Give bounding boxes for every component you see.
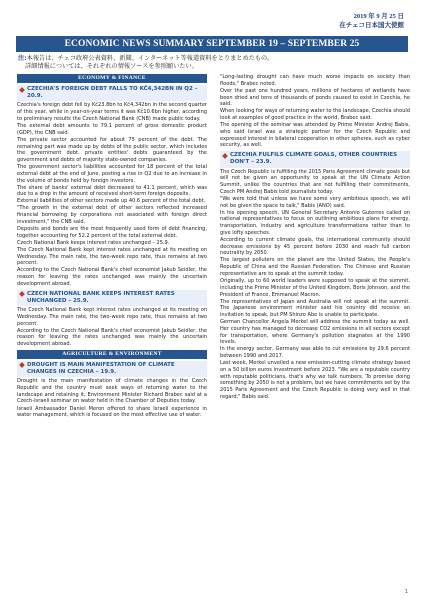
paragraph: According to the Czech National Bank's chief economist Jakub Seidler, the reason for leaving the rates unchanged was mainly the uncertain development abroad. [17,267,207,287]
notice-line-1: 本報告は、チェコ政府公表資料、新聞、インターネット等報道資料をとりまとめたもの。 [26,55,274,62]
section-header-economy: ECONOMY & FINANCE [17,74,207,83]
paragraph: The Czech Republic is fulfilling the 2015 Paris Agreement climate goals but will not be given an opportunity to speak at the UN Climate Action Summit, unlike the countries that are not fulfilling their commitments, Czech PM Andrej Babis told journalists today. [220,168,410,195]
diamond-bullet-icon [222,152,230,159]
organization-name: 在チェコ日本国大使館 [339,22,404,29]
paragraph: When looking for ways of returning water to the landscape, Czechia should look at examples of good practice in the world, Brabec said. [220,108,410,122]
diamond-bullet-icon [19,291,27,298]
paragraph: The share of banks' external debt decreased to 41.1 percent, which was due to a drop in the amount of received short-term foreign deposits. [17,184,207,198]
header-block [339,12,404,30]
paragraph: Over the past one hundred years, millions of hectares of wetlands have been dried and tens of thousands of ponds caused to exist in Czechia, he said. [220,87,410,108]
paragraph: Czechia's foreign debt fell by Kč23.8bn to Kč4,342bn in the second quarter of this year, while in year-on-year terms it was Kč10.6bn higher, according to preliminary results the Czech National Bank (CNB) made public today. [17,102,207,122]
paragraph: Deposits and bonds are the most frequently used form of debt financing, together accounting for 52.2 percent of the total external debt. [17,225,207,239]
paragraph: Originally, up to 60 world leaders were supposed to speak at the summit, including the Prime Minister of the United Kingdom, Boris Johnson, and the President of France, Emmanuel Macron. [220,278,410,298]
paragraph: "Long-lasting drought can have much worse impacts on society than floods," Brabec noted. [220,74,410,87]
left-column [17,74,207,589]
paragraph: External liabilities of other sectors made up 40.6 percent of the total debt. [17,198,206,205]
paragraph: Last week, Merkel unveiled a new emission-cutting climate strategy based on a 50 billion euros investment before 2023. "We are a reputable country with reputable politicians, that's why we talk numbers. To promise doing something by 2050 is not a problem, but we have commitments set by the 2015 Paris Agreement and the Czech Republic is doing very well in that regard," Babis said. [220,360,410,400]
paragraph: The government sector's liabilities accounted for 18 percent of the total external debt at the end of June, posting a rise in Q2 due to an increase in the volume of bonds held by foreign investors. [17,164,207,184]
paragraph: The external debt amounts to 79.1 percent of gross domestic product (GDP), the CNB said. [17,122,207,136]
paragraph: The Czech National Bank kept interest rates unchanged at its meeting on Wednesday. The main rate, the two-week repo rate, thus remains at two percent. [17,307,207,327]
paragraph: Israeli Ambassador Daniel Meron offered to share Israeli experience in water management, which is focused on the most effective use of water. [17,405,207,419]
paragraph: In his opening speech, UN General Secretary Antonio Guterres called on national representatives to focus on outlining ambitious plans for energy, transportation, industry and agriculture transformations rather than to give lofty speeches. [220,209,410,236]
headline-drought [17,361,207,377]
paragraph: German Chancellor Angela Merkel will address the summit today as well. Her country has managed to decrease CO2 emissions in all sectors except for transportation, where Germany's pollution stagnates at the 1990 levels. [220,319,410,346]
headline-foreign-debt [17,85,207,101]
paragraph: "The growth in the external debt of other sectors reflected increased financial borrowing by corporations not associated with foreign direct investment," the CNB said. [17,205,207,225]
report-date: 2019 年 9 月 25 日 [353,13,404,20]
headline-cnb-rates [17,290,207,306]
paragraph: The Czech National Bank kept interest rates unchanged at its meeting on Wednesday. The main rate, the two-week repo rate, thus remains at two percent. [17,246,207,267]
headline-text: CZECHIA'S FOREIGN DEBT FALLS TO KČ4,342BN IN Q2 – 20.9. [27,86,198,100]
page-number: 1 [404,589,408,595]
notice-mark: 注: [18,55,27,62]
paragraph: The largest polluters on the planet are the United States, the People's Republic of China and the Russian Federation. The Chinese and Russian representative are to speak at the summit today. [220,257,410,277]
paragraph: The opening of the seminar was attended by Prime Minister Andrej Babis, who said Israel was a strategic partner for the Czech Republic and expressed interest in bilateral cooperation in other spheres, such as cyber security, as well. [220,122,410,149]
headline-text: CZECH NATIONAL BANK KEEPS INTEREST RATES UNCHANGED – 25.9. [27,290,175,304]
paragraph: According to the Czech National Bank's chief economist Jakub Seidler, the reason for leaving the rates unchanged was mainly the uncertain development abroad. [17,327,207,348]
headline-climate-goals [220,151,410,167]
paragraph: "We were told that unless we have some very ambitious speech, we will not be given the space to talk," Babis (ANO) said. [220,195,410,209]
right-column [220,74,410,589]
diamond-bullet-icon [19,86,27,93]
notice-line-2: 詳細情報については、それぞれの情報ソースを参照願いたい。 [25,63,198,71]
paragraph: The representatives of Japan and Australia will not speak at the summit. The Japanese environment minister said his country did receive an invitation to speak, but PM Shinzo Abe is unable to participate. [220,298,410,319]
paragraph: In the energy sector, Germany was able to cut emissions by 29.6 percent between 1990 and 2017. [220,346,410,360]
section-header-agriculture: AGRICULTURE & ENVIRONMENT [17,350,207,359]
paragraph: The private sector accounted for about 75 percent of the debt. The remaining part was made up by debts of the public sector, which includes the government debt, private entities' debts guaranteed by the government and debts of majority state-owned companies. [17,136,207,163]
paragraph: Czech National Bank keeps interest rates unchanged – 25.9. [17,239,170,246]
diamond-bullet-icon [19,362,27,369]
paragraph: Drought is the main manifestation of climate changes in the Czech Republic and the country must seek ways of returning water to the landscape and retaining it, Environment Minister Richard Brabec said at a Czech-Israeli seminar on water held in the Chamber of Deputies today. [17,378,207,405]
headline-text: DROUGHT IS MAIN MANIFESTATION OF CLIMATE CHANGES IN CZECHIA – 19.9. [27,361,175,376]
headline-text: CZECHIA FULFILS CLIMATE GOALS, OTHER COUNTRIES DON'T – 23.9. [230,152,398,166]
document-title: ECONOMIC NEWS SUMMARY SEPTEMBER 19 – SEPTEMBER 25 [16,36,408,52]
paragraph: According to current climate goals, the international community should decrease emissions by 45 percent before 2030 and reach full carbon neutrality by 2050. [220,236,410,257]
notice-block [18,55,410,72]
